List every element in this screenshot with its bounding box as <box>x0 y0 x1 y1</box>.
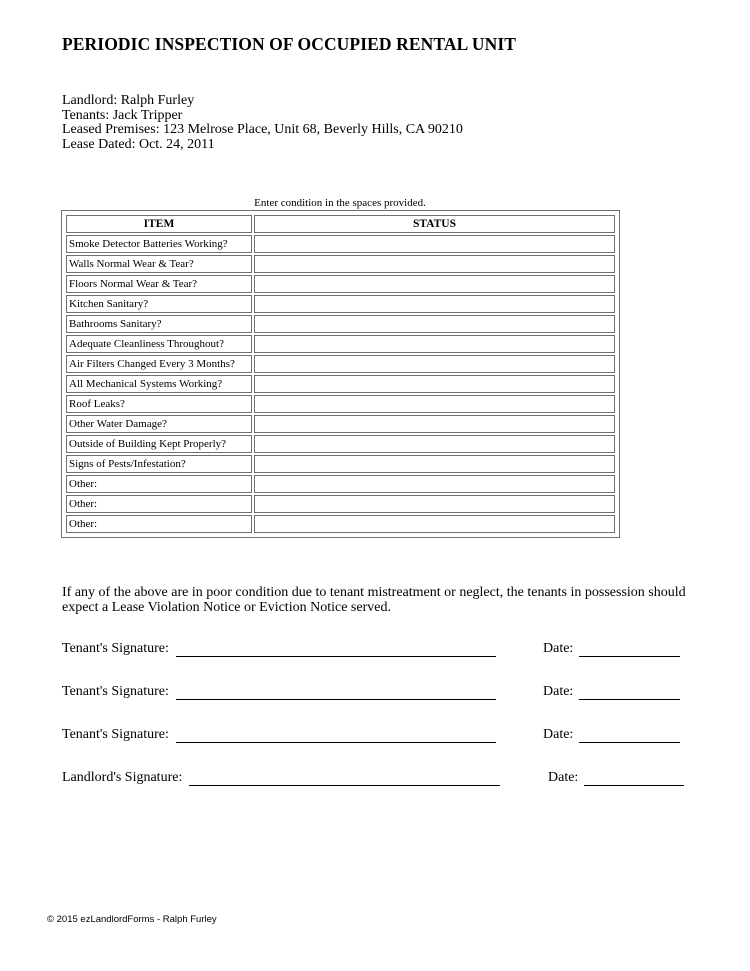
item-cell: Kitchen Sanitary? <box>66 295 252 313</box>
signature-row-landlord <box>62 770 692 790</box>
table-row <box>66 355 615 373</box>
status-cell[interactable] <box>254 435 615 453</box>
status-cell[interactable] <box>254 375 615 393</box>
status-cell[interactable] <box>254 395 615 413</box>
item-cell: Smoke Detector Batteries Working? <box>66 235 252 253</box>
table-row <box>66 275 615 293</box>
premises-line: Leased Premises: 123 Melrose Place, Unit 68, Beverly Hills, CA 90210 <box>62 122 463 137</box>
table-row <box>66 335 615 353</box>
item-cell: All Mechanical Systems Working? <box>66 375 252 393</box>
table-row <box>66 295 615 313</box>
table-row <box>66 395 615 413</box>
status-cell[interactable] <box>254 315 615 333</box>
table-row <box>66 315 615 333</box>
status-cell[interactable] <box>254 295 615 313</box>
table-row <box>66 375 615 393</box>
date-line[interactable] <box>584 785 684 786</box>
status-cell[interactable] <box>254 415 615 433</box>
item-column-header: ITEM <box>66 215 252 233</box>
table-row <box>66 435 615 453</box>
status-cell[interactable] <box>254 355 615 373</box>
item-cell: Walls Normal Wear & Tear? <box>66 255 252 273</box>
table-row <box>66 495 615 513</box>
date-label: Date: <box>548 770 579 785</box>
landlord-signature-line[interactable] <box>189 785 500 786</box>
status-column-header: STATUS <box>254 215 615 233</box>
tenant-signature-line[interactable] <box>176 656 496 657</box>
lease-info <box>62 94 463 152</box>
tenant-signature-line[interactable] <box>176 742 496 743</box>
item-cell: Bathrooms Sanitary? <box>66 315 252 333</box>
item-cell: Adequate Cleanliness Throughout? <box>66 335 252 353</box>
date-line[interactable] <box>579 656 680 657</box>
date-label: Date: <box>543 684 574 699</box>
status-cell[interactable] <box>254 235 615 253</box>
inspection-table <box>64 213 617 535</box>
status-cell[interactable] <box>254 515 615 533</box>
table-row <box>66 235 615 253</box>
table-row <box>66 515 615 533</box>
table-instruction: Enter condition in the spaces provided. <box>254 197 426 209</box>
date-line[interactable] <box>579 742 680 743</box>
signature-label: Tenant's Signature: <box>62 684 169 699</box>
signature-label: Tenant's Signature: <box>62 727 169 742</box>
document-title: PERIODIC INSPECTION OF OCCUPIED RENTAL UNIT <box>62 34 517 54</box>
tenant-signature-line[interactable] <box>176 699 496 700</box>
signature-row-tenant-3 <box>62 727 692 747</box>
signature-row-tenant-2 <box>62 684 692 704</box>
status-cell[interactable] <box>254 455 615 473</box>
table-header-row <box>66 215 615 233</box>
status-cell[interactable] <box>254 275 615 293</box>
item-cell: Roof Leaks? <box>66 395 252 413</box>
inspection-rows <box>66 235 615 533</box>
item-cell: Signs of Pests/Infestation? <box>66 455 252 473</box>
status-cell[interactable] <box>254 335 615 353</box>
status-cell[interactable] <box>254 495 615 513</box>
copyright-footer: © 2015 ezLandlordForms - Ralph Furley <box>47 914 217 925</box>
table-row <box>66 255 615 273</box>
item-cell: Other: <box>66 495 252 513</box>
date-label: Date: <box>543 641 574 656</box>
inspection-table-frame <box>61 210 620 538</box>
signature-label: Landlord's Signature: <box>62 770 183 785</box>
item-cell: Other: <box>66 515 252 533</box>
item-cell: Air Filters Changed Every 3 Months? <box>66 355 252 373</box>
date-line[interactable] <box>579 699 680 700</box>
tenants-line: Tenants: Jack Tripper <box>62 107 183 123</box>
item-cell: Other Water Damage? <box>66 415 252 433</box>
table-row <box>66 415 615 433</box>
table-row <box>66 475 615 493</box>
status-cell[interactable] <box>254 255 615 273</box>
date-label: Date: <box>543 727 574 742</box>
signature-label: Tenant's Signature: <box>62 641 169 656</box>
item-cell: Other: <box>66 475 252 493</box>
landlord-line: Landlord: Ralph Furley <box>62 93 195 108</box>
violation-notice: If any of the above are in poor condition due to tenant mistreatment or neglect, the tenants in possession should expect a Lease Violation Notice or Eviction Notice served. <box>62 585 686 615</box>
item-cell: Outside of Building Kept Properly? <box>66 435 252 453</box>
table-row <box>66 455 615 473</box>
status-cell[interactable] <box>254 475 615 493</box>
signature-row-tenant-1 <box>62 641 692 661</box>
lease-date-line: Lease Dated: Oct. 24, 2011 <box>62 136 215 152</box>
item-cell: Floors Normal Wear & Tear? <box>66 275 252 293</box>
